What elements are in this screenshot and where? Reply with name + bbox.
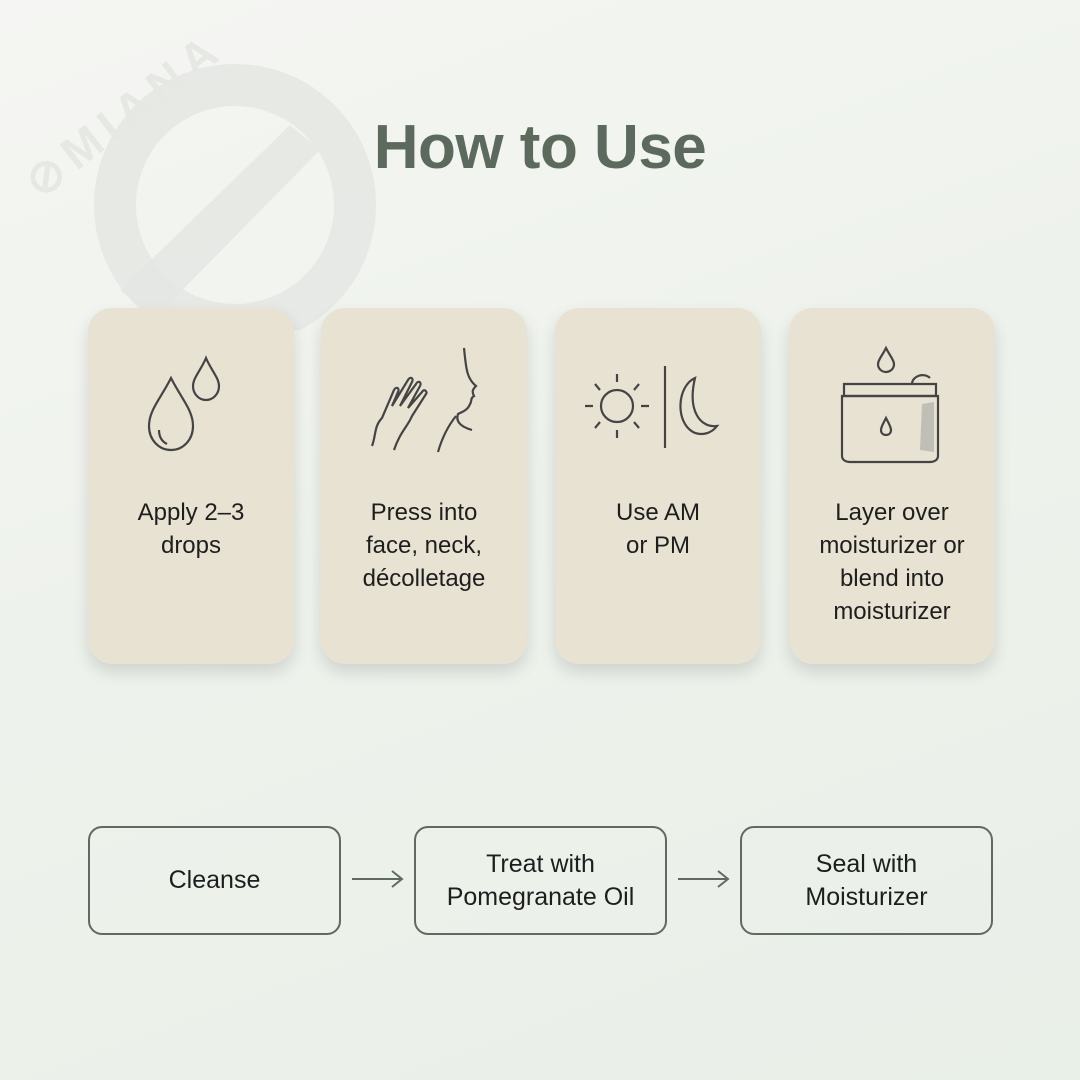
arrow-right-icon — [676, 867, 732, 891]
droplets-icon — [131, 346, 251, 466]
arrow-right-icon — [350, 867, 406, 891]
page-title: How to Use — [373, 113, 707, 182]
step-card-layer — [789, 308, 995, 664]
step-text: Apply 2–3 drops — [137, 499, 245, 559]
flow-step-seal: Seal with Moisturizer — [740, 826, 993, 935]
flow-step-cleanse: Cleanse — [88, 826, 341, 935]
svg-text:⊘MIANA: ⊘MIANA — [14, 20, 234, 208]
hand-face-icon — [364, 346, 484, 466]
step-text: Layer over moisturizer or blend into moisturizer — [819, 499, 965, 625]
sun-moon-icon — [577, 346, 737, 466]
step-text: Press into face, neck, décolletage — [362, 499, 486, 592]
step-text: Use AM or PM — [615, 499, 701, 559]
step-card-apply-drops — [88, 308, 294, 664]
step-card-am-pm — [555, 308, 761, 664]
step-card-press — [321, 308, 527, 664]
cream-jar-icon — [834, 344, 954, 464]
flow-step-treat: Treat with Pomegranate Oil — [414, 826, 667, 935]
